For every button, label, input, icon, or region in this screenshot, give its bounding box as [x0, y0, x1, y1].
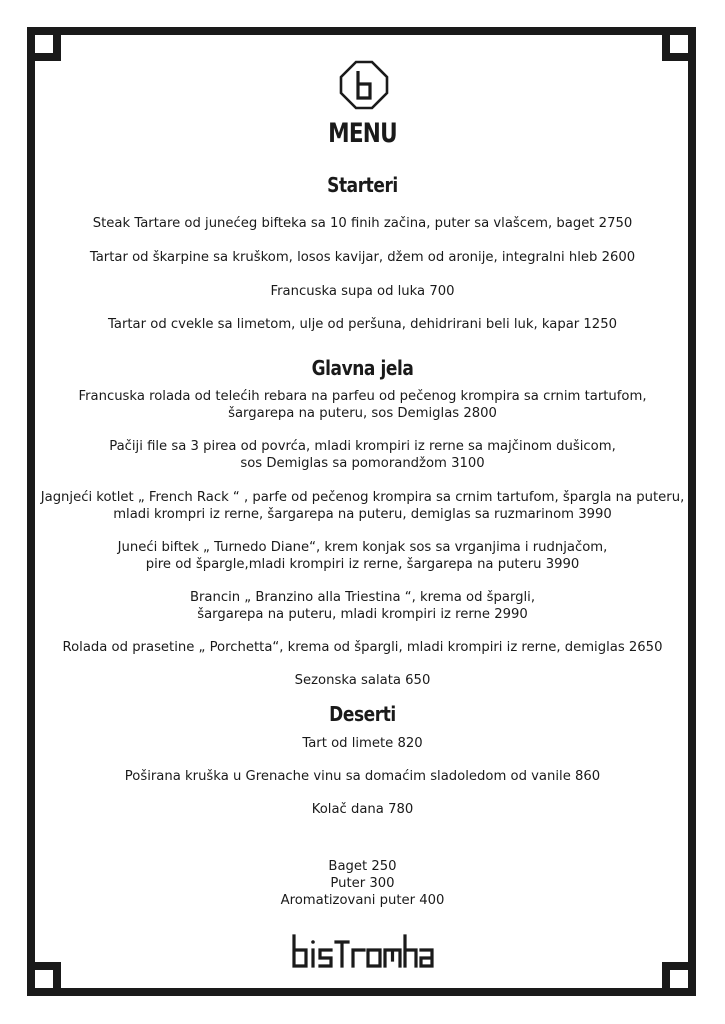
octagon-b-logo-icon: [339, 60, 389, 110]
corner-ornament-top-left: [27, 27, 61, 61]
menu-item: Sezonska salata 650: [294, 673, 431, 688]
menu-title: MENU: [328, 118, 397, 149]
section-title-starteri: Starteri: [327, 173, 398, 197]
menu-item: Francuska rolada od telećih rebara na parfeu od pečenog krompira sa crnim tartufom, šargarepa na puteru, sos Demiglas 2800: [78, 389, 647, 421]
extras-item: Puter 300: [330, 876, 395, 891]
menu-item: Tartar od škarpine sa kruškom, losos kavijar, džem od aronije, integralni hleb 2600: [89, 250, 636, 265]
menu-item: Francuska supa od luka 700: [270, 284, 455, 299]
menu-item: Kolač dana 780: [311, 802, 414, 817]
bistromat-wordmark-logo: [0, 930, 725, 974]
extras-item: Aromatizovani puter 400: [280, 893, 445, 908]
section-title-deserti: Deserti: [329, 702, 396, 726]
menu-item: Pačiji file sa 3 pirea od povrća, mladi krompiri iz rerne sa majčinom dušicom, sos Demiglas sa pomorandžom 3100: [109, 439, 616, 471]
menu-item: Tartar od cvekle sa limetom, ulje od peršuna, dehidrirani beli luk, kapar 1250: [108, 317, 617, 332]
section-title-glavna-jela: Glavna jela: [311, 356, 414, 380]
extras-item: Baget 250: [328, 859, 397, 874]
menu-item: Poširana kruška u Grenache vinu sa domaćim sladoledom od vanile 860: [124, 769, 601, 784]
menu-item: Jagnjeći kotlet „ French Rack “ , parfe od pečenog krompira sa crnim tartufom, špargla na puteru, mladi krompri iz rerne, šargarepa na puteru, demiglas sa ruzmarinom 3990: [40, 490, 685, 522]
menu-item: Steak Tartare od junećeg bifteka sa 10 finih začina, puter sa vlašcem, baget 2750: [92, 216, 633, 231]
menu-item: Juneći biftek „ Turnedo Diane“, krem konjak sos sa vrganjima i rudnjačom, pire od špargle,mladi krompiri iz rerne, šargarepa na puteru 3990: [117, 540, 608, 572]
menu-item: Brancin „ Branzino alla Triestina “, krema od špargli, šargarepa na puteru, mladi krompiri iz rerne 2990: [189, 590, 536, 622]
menu-item: Rolada od prasetine „ Porchetta“, krema od špargli, mladi krompiri iz rerne, demiglas 2650: [62, 640, 663, 655]
menu-item: Tart od limete 820: [302, 736, 423, 751]
corner-ornament-top-right: [662, 27, 696, 61]
extras-list: [0, 858, 725, 909]
